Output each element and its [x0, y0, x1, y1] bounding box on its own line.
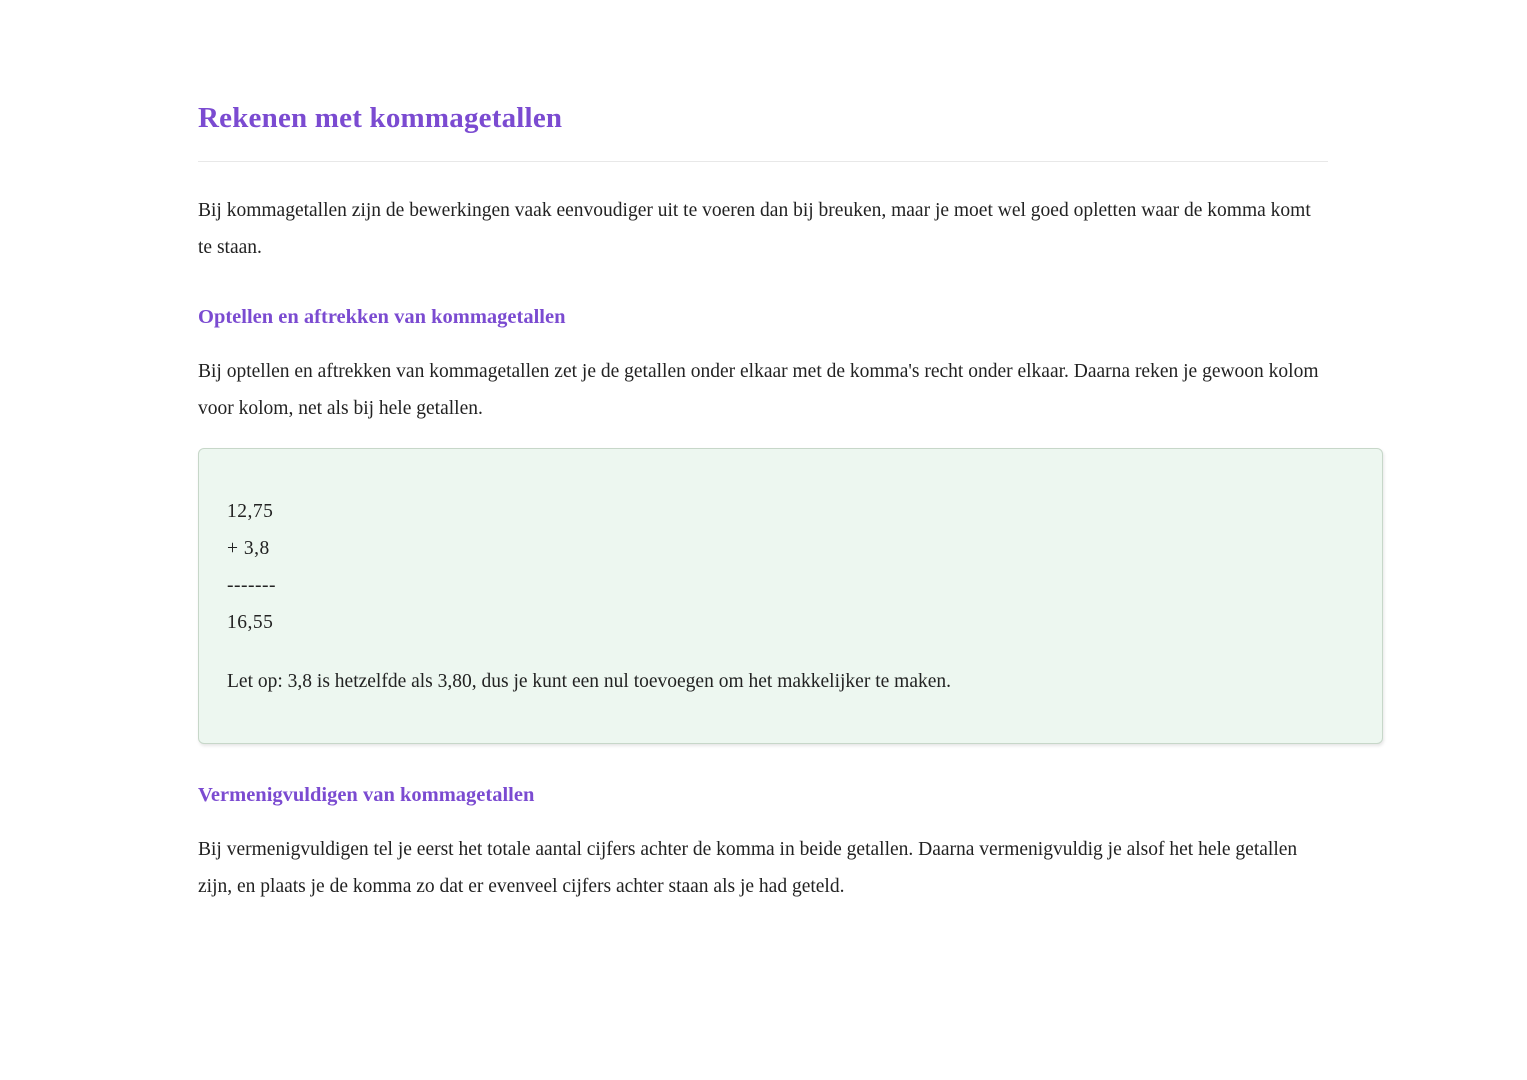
example-box	[198, 448, 1383, 744]
multiplication-paragraph: Bij vermenigvuldigen tel je eerst het totale aantal cijfers achter de komma in beide getallen. Daarna vermenigvuldig je alsof het hele getallen zijn, en plaats je de komma zo dat er evenveel cijfers achter staan als je had geteld.	[198, 839, 1298, 897]
addition-paragraph: Bij optellen en aftrekken van kommagetallen zet je de getallen onder elkaar met de komma's recht onder elkaar. Daarna reken je gewoon kolom voor kolom, net als bij hele getallen.	[198, 361, 1319, 419]
calc-block	[227, 493, 1352, 641]
intro-paragraph: Bij kommagetallen zijn de bewerkingen vaak eenvoudiger uit te voeren dan bij breuken, maar je moet wel goed opletten waar de komma komt te staan.	[198, 200, 1311, 258]
page-title: Rekenen met kommagetallen	[198, 102, 563, 134]
calc-line-rule: -------	[227, 575, 276, 596]
section-heading-multiplication: Vermenigvuldigen van kommagetallen	[198, 784, 535, 806]
calc-line-operand-2: + 3,8	[227, 538, 270, 559]
calc-line-result: 16,55	[227, 612, 274, 633]
calc-line-operand-1: 12,75	[227, 501, 274, 522]
title-divider	[198, 161, 1328, 162]
section-heading-addition: Optellen en aftrekken van kommagetallen	[198, 306, 566, 328]
example-note: Let op: 3,8 is hetzelfde als 3,80, dus je kunt een nul toevoegen om het makkelijker te maken.	[227, 671, 952, 692]
